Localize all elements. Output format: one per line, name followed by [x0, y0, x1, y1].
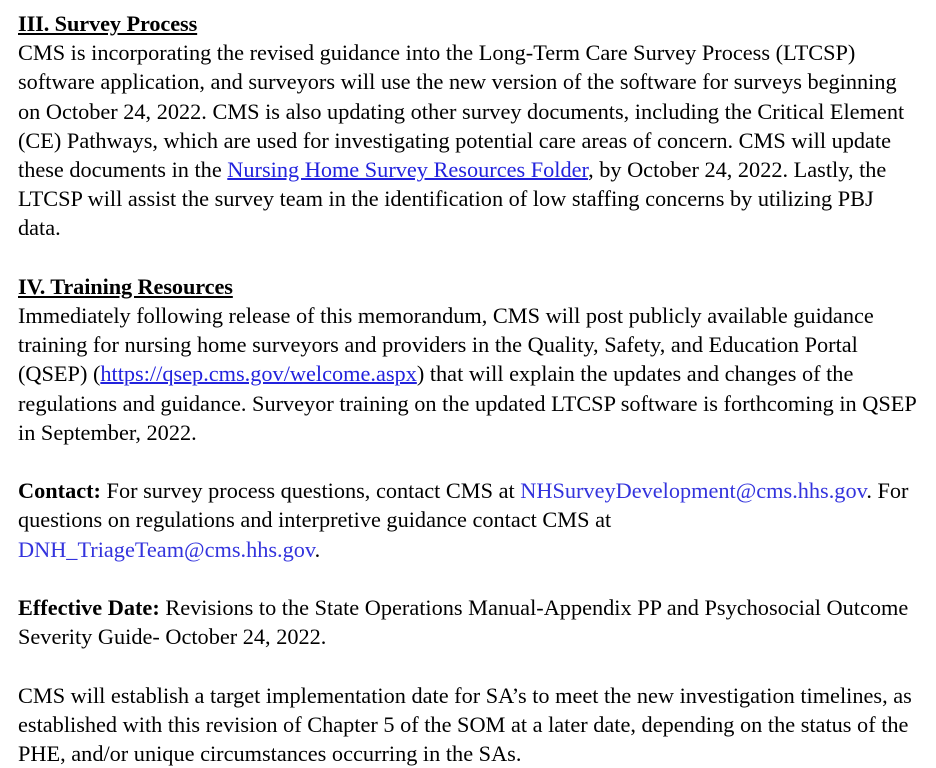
paragraph-effective-date [18, 593, 918, 651]
paragraph-spacer-2 [18, 447, 918, 476]
paragraph-spacer-1 [18, 243, 918, 272]
section-closing [18, 681, 918, 768]
contact-text-3: . [314, 536, 321, 562]
paragraph-training-resources [18, 301, 918, 447]
paragraph-spacer-4 [18, 651, 918, 680]
survey-process-text-before-link: CMS is incorporating the revised guidance into the Long-Term Care Survey Process (LTCSP) software application, and surveyors will use the new version of the software for surveys beginning on October 24, 2022. CMS is also updating other survey documents, including the Critical Element (CE) Pathways, which are used for investigating potential care areas of concern. CMS will update these documents in the [18, 40, 905, 183]
training-resources-text-before-link: Immediately following release of this memorandum, CMS will post publicly available guidance training for nursing home surveyors and providers in the Quality, Safety, and Education Portal (QSEP) ( [18, 303, 874, 387]
contact-text-2: . For questions on regulations and interpretive guidance contact CMS at [18, 478, 909, 533]
heading-training-resources: IV. Training Resources [18, 273, 233, 299]
survey-process-text-after-link: , by October 24, 2022. Lastly, the LTCSP will assist the survey team in the identification of low staffing concerns by utilizing PBJ data. [18, 157, 887, 241]
heading-survey-process: III. Survey Process [18, 11, 198, 36]
effective-date-text: Revisions to the State Operations Manual-Appendix PP and Psychosocial Outcome Severity Guide- October 24, 2022. [18, 595, 909, 650]
contact-text-1: For survey process questions, contact CMS at [100, 478, 521, 504]
training-resources-text-after-link: ) that will explain the updates and changes of the regulations and guidance. Surveyor training on the updated LTCSP software is forthcoming in QSEP in September, 2022. [18, 361, 916, 445]
dnh-triage-team-email-link[interactable]: DNH_TriageTeam@cms.hhs.gov [18, 536, 315, 562]
section-training-resources [18, 272, 918, 447]
section-survey-process [18, 9, 918, 243]
section-contact [18, 476, 918, 564]
paragraph-contact [18, 476, 918, 564]
nursing-home-survey-resources-folder-link[interactable]: Nursing Home Survey Resources Folder [227, 157, 589, 183]
paragraph-survey-process [18, 38, 918, 242]
effective-date-label: Effective Date: [18, 595, 160, 621]
document-body [18, 9, 918, 768]
qsep-url-link[interactable]: https://qsep.cms.gov/welcome.aspx [100, 361, 417, 387]
contact-label: Contact: [18, 478, 101, 504]
section-effective-date [18, 593, 918, 651]
paragraph-closing: CMS will establish a target implementation date for SA’s to meet the new investigation timelines, as established with this revision of Chapter 5 of the SOM at a later date, depending on the status of the PHE, and/or unique circumstances occurring in the SAs. [18, 682, 912, 767]
nh-survey-development-email-link[interactable]: NHSurveyDevelopment@cms.hhs.gov [520, 478, 867, 504]
paragraph-spacer-3 [18, 564, 918, 593]
